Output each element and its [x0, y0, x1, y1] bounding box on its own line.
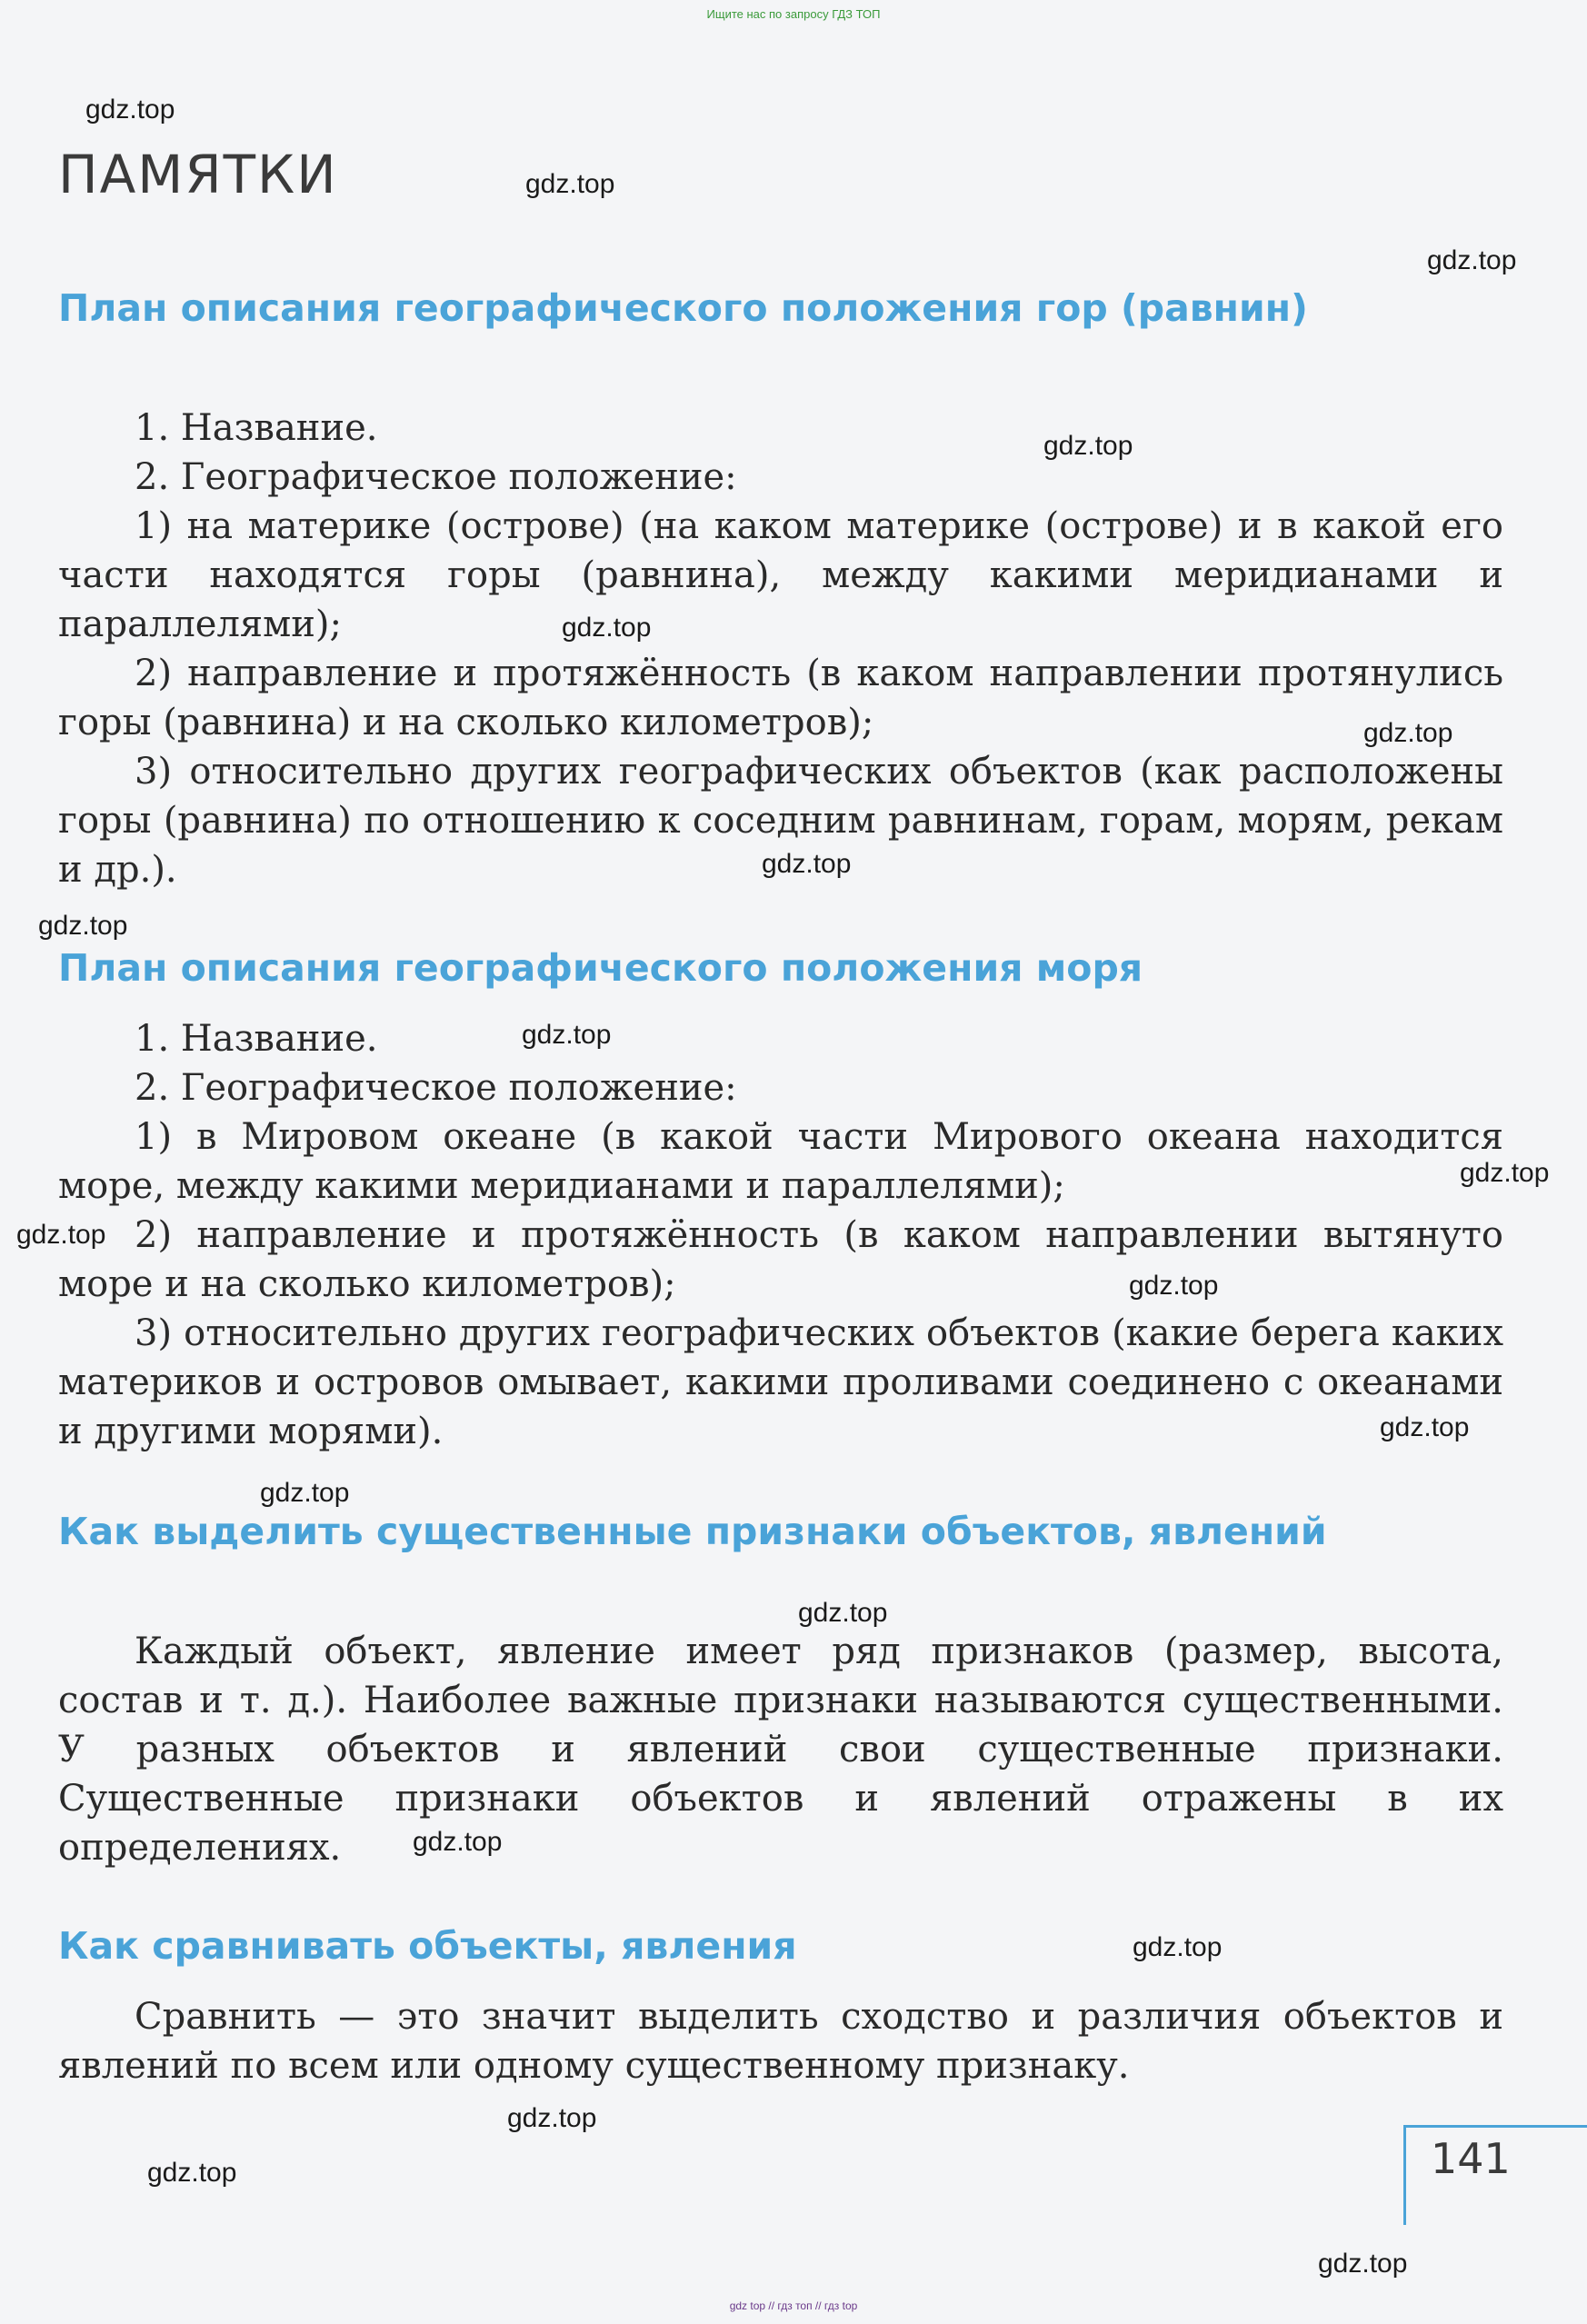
watermark: gdz.top [507, 2103, 597, 2133]
list-item: 2. Географическое положение: [135, 1067, 737, 1109]
watermark: gdz.top [1129, 1271, 1219, 1301]
section-heading-features: Как выделить существенные признаки объектов, явлений [58, 1510, 1327, 1553]
section-heading-compare: Как сравнивать объекты, явления [58, 1924, 797, 1968]
list-item: 2. Географическое положение: [135, 456, 737, 498]
watermark: gdz.top [1133, 1932, 1223, 1962]
watermark: gdz.top [798, 1598, 888, 1628]
page-number: 141 [1431, 2134, 1511, 2183]
watermark: gdz.top [85, 95, 175, 125]
list-item: 1) в Мировом океане (в какой части Мирового океана находится море, между какими меридианами и параллелями); [58, 1116, 1503, 1207]
watermark: gdz.top [147, 2158, 237, 2188]
list-item: 1) на материке (острове) (на каком материке (острове) и в какой его части находятся горы (равнина), между какими меридианами и параллелями); [58, 505, 1503, 645]
list-item: 2) направление и протяжённость (в каком направлении вытянуто море и на сколько километров); [58, 1214, 1503, 1305]
watermark: gdz.top [522, 1020, 612, 1050]
section-body-features [58, 1627, 1503, 1872]
watermark: gdz.top [1318, 2249, 1408, 2279]
watermark: gdz.top [1427, 245, 1517, 275]
section-body-compare [58, 1992, 1503, 2090]
watermark: gdz.top [1363, 718, 1453, 748]
watermark: gdz.top [762, 849, 852, 879]
bottom-banner: gdz top // гдз топ // гдз top [729, 2299, 858, 2312]
watermark: gdz.top [16, 1220, 106, 1250]
page-title: ПАМЯТКИ [58, 144, 338, 205]
section-body-sea [58, 1014, 1503, 1456]
watermark: gdz.top [260, 1478, 350, 1508]
list-item: 1. Название. [135, 1018, 378, 1060]
section-body-mountains [58, 404, 1503, 894]
watermark: gdz.top [562, 613, 652, 643]
section-heading-mountains: План описания географического положения гор (равнин) [58, 286, 1308, 330]
section-heading-sea: План описания географического положения моря [58, 946, 1143, 990]
list-item: 1. Название. [135, 407, 378, 449]
watermark: gdz.top [1380, 1412, 1470, 1442]
paragraph: Каждый объект, явление имеет ряд признаков (размер, высота, состав и т. д.). Наиболее важные признаки называются существенными. У разных объектов и явлений свои существенные признаки. Существенные признаки объектов и явлений отражены в их определениях. [58, 1631, 1503, 1869]
top-banner: Ищите нас по запросу ГДЗ ТОП [706, 7, 881, 21]
watermark: gdz.top [525, 169, 615, 199]
list-item: 2) направление и протяжённость (в каком направлении протянулись горы (равнина) и на сколько километров); [58, 653, 1503, 743]
watermark: gdz.top [38, 911, 128, 941]
watermark: gdz.top [1043, 431, 1133, 461]
watermark: gdz.top [413, 1827, 503, 1857]
paragraph: Сравнить — это значит выделить сходство и различия объектов и явлений по всем или одному существенному признаку. [58, 1996, 1503, 2087]
watermark: gdz.top [1460, 1158, 1550, 1188]
list-item: 3) относительно других географических объектов (как расположены горы (равнина) по отношению к соседним равнинам, горам, морям, рекам и др.). [58, 751, 1503, 891]
list-item: 3) относительно других географических объектов (какие берега каких материков и островов омывает, какими проливами соединено с океанами и другими морями). [58, 1312, 1503, 1452]
